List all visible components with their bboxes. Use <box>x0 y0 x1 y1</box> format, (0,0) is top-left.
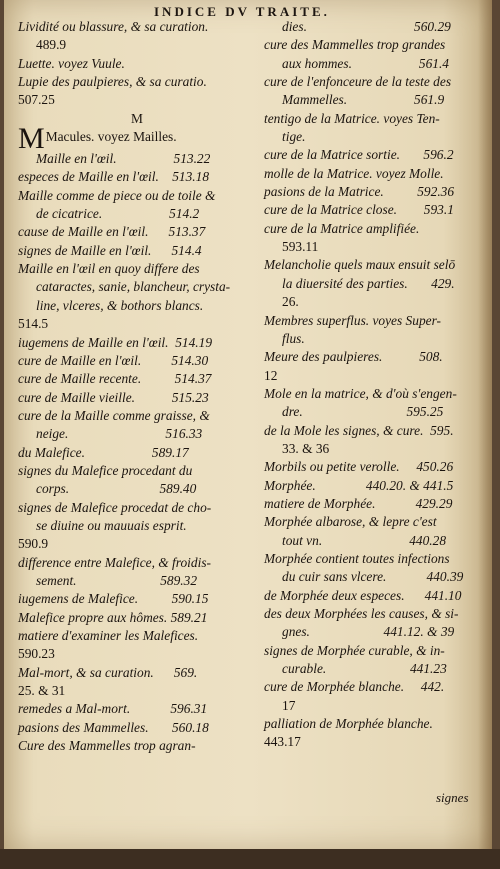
index-entry-cont: tout vn. 440.28 <box>282 532 447 548</box>
index-entry: cure des Mammelles trop grandes <box>264 37 446 53</box>
index-entry: cure de Maille vieille. 515.23 <box>18 389 209 405</box>
index-entry-cont: neige. 516.33 <box>36 426 203 442</box>
index-entry: Morphée albarose, & lepre c'est <box>264 514 437 530</box>
index-entry: de la Mole les signes, & cure. 595. <box>264 422 454 438</box>
index-entry: palliation de Morphée blanche. <box>264 716 433 732</box>
index-entry: matiere de Morphée. 429.29 <box>264 495 453 511</box>
index-entry: signes de Morphée curable, & in- <box>264 642 445 658</box>
index-entry: especes de Maille en l'œil. 513.18 <box>18 169 210 185</box>
index-entry: Morphée contient toutes infections <box>264 550 450 566</box>
index-entry: cause de Maille en l'œil. 513.37 <box>18 224 206 240</box>
drop-capital: M <box>18 122 45 156</box>
index-entry: difference entre Malefice, & froidis- <box>18 554 211 570</box>
index-page-ref: 489.9 <box>36 37 67 53</box>
index-entry: cure de la Matrice sortie. 596.2 <box>264 147 454 163</box>
left-index-column <box>18 18 256 755</box>
index-entry: cure de Morphée blanche. 442. <box>264 679 445 695</box>
index-entry-cont: se diuine ou mauuais esprit. <box>36 517 187 533</box>
index-page-ref: 26. <box>282 294 299 310</box>
index-entry: Luette. voyez Vuule. <box>18 55 125 71</box>
index-entry: Melancholie quels maux ensuit selō <box>264 257 456 273</box>
index-entry-cont: sement. 589.32 <box>36 572 198 588</box>
index-entry: signes du Malefice procedant du <box>18 462 193 478</box>
index-entry: des deux Morphées les causes, & si- <box>264 606 459 621</box>
index-entry: signes de Maille en l'œil. 514.4 <box>18 242 202 258</box>
index-entry: Malefice propre aux hômes. 589.21 <box>18 609 208 625</box>
index-entry: pasions des Mammelles. 560.18 <box>18 719 209 735</box>
index-entry: cure de l'enfonceure de la teste des <box>264 74 452 90</box>
book-page <box>4 0 492 849</box>
index-entry: iugemens de Malefice. 590.15 <box>18 591 209 607</box>
index-entry: Maille comme de piece ou de toile & <box>18 187 216 203</box>
index-entry: matiere d'examiner les Malefices. <box>18 628 199 643</box>
index-entry: cure de la Matrice close. 593.1 <box>264 202 454 218</box>
index-entry: Maille en l'œil en quoy differe des <box>18 261 200 277</box>
index-entry-cont: flus. <box>282 330 305 346</box>
index-entry: du Malefice. 589.17 <box>18 444 189 460</box>
index-entry-dropcap <box>18 122 256 156</box>
running-title: INDICE DV TRAITE. <box>154 4 330 19</box>
index-entry-cont: cataractes, sanie, blancheur, crysta- <box>36 279 231 295</box>
index-entry: Meure des paulpieres. 508. <box>264 349 443 365</box>
index-entry-cont: de cicatrice. 514.2 <box>36 206 200 222</box>
index-entry-cont: tige. <box>282 129 306 145</box>
index-page-ref: 443.17 <box>264 734 301 750</box>
index-entry: Cure des Mammelles trop agran- <box>18 738 196 754</box>
index-entry-cont: line, vlceres, & bothors blancs. <box>36 297 204 313</box>
index-entry-cont: la diuersité des parties. 429. <box>282 275 455 291</box>
index-entry: remedes a Mal-mort. 596.31 <box>18 701 208 717</box>
index-entry: Lividité ou blassure, & sa curation. <box>18 19 209 34</box>
index-entry-cont: dre. 595.25 <box>282 404 444 420</box>
index-entry: pasions de la Matrice. 592.36 <box>264 184 455 200</box>
index-entry-cont: Mammelles. 561.9 <box>282 92 445 108</box>
index-page-ref: 593.11 <box>282 239 319 255</box>
index-entry: cure de la Matrice amplifiée. <box>264 220 420 236</box>
index-entry: molle de la Matrice. voyez Molle. <box>264 165 444 181</box>
index-entry-text: Macules. voyez Mailles. <box>45 129 177 145</box>
index-entry: iugemens de Maille en l'œil. 514.19 <box>18 334 213 350</box>
index-entry-cont: gnes. 441.12. & 39 <box>282 624 455 640</box>
index-page-ref: 17 <box>282 697 296 713</box>
index-entry: Mole en la matrice, & d'où s'engen- <box>264 385 457 401</box>
index-entry-cont: du cuir sans vlcere. 440.39 <box>282 569 464 585</box>
index-page-ref: 25. & 31 <box>18 683 66 699</box>
index-page-ref: 12 <box>264 367 278 383</box>
index-entry-cont: corps. 589.40 <box>36 481 197 497</box>
section-letter: M <box>131 110 143 126</box>
index-entry: cure de la Maille comme graisse, & <box>18 407 210 423</box>
index-page-ref: 514.5 <box>18 316 49 332</box>
right-index-column <box>264 18 486 752</box>
index-entry: Mal-mort, & sa curation. 569. <box>18 664 198 680</box>
index-entry: cure de Maille en l'œil. 514.30 <box>18 352 209 368</box>
index-entry-cont: curable. 441.23 <box>282 661 447 677</box>
index-entry: Membres superflus. voyes Super- <box>264 312 441 328</box>
index-entry: Lupie des paulpieres, & sa curatio. <box>18 74 207 90</box>
index-entry: Morbils ou petite verolle. 450.26 <box>264 459 454 475</box>
index-entry: signes de Malefice procedat de cho- <box>18 499 212 515</box>
index-page-ref: 590.23 <box>18 646 55 662</box>
index-page-ref: 33. & 36 <box>282 440 330 456</box>
index-entry: tentigo de la Matrice. voyes Ten- <box>264 110 440 126</box>
book-edge <box>0 849 500 869</box>
index-entry-cont: aux hommes. 561.4 <box>282 55 449 71</box>
index-entry: cure de Maille recente. 514.37 <box>18 371 212 387</box>
index-entry: Maille en l'œil. 513.22 <box>36 151 211 167</box>
catchword: signes <box>436 790 469 805</box>
index-entry: de Morphée deux especes. 441.10 <box>264 587 462 603</box>
index-page-ref: 507.25 <box>18 92 55 108</box>
index-entry-cont: dies. 560.29 <box>282 19 451 34</box>
index-page-ref: 590.9 <box>18 536 49 552</box>
index-entry: Morphée. 440.20. & 441.5 <box>264 477 454 493</box>
